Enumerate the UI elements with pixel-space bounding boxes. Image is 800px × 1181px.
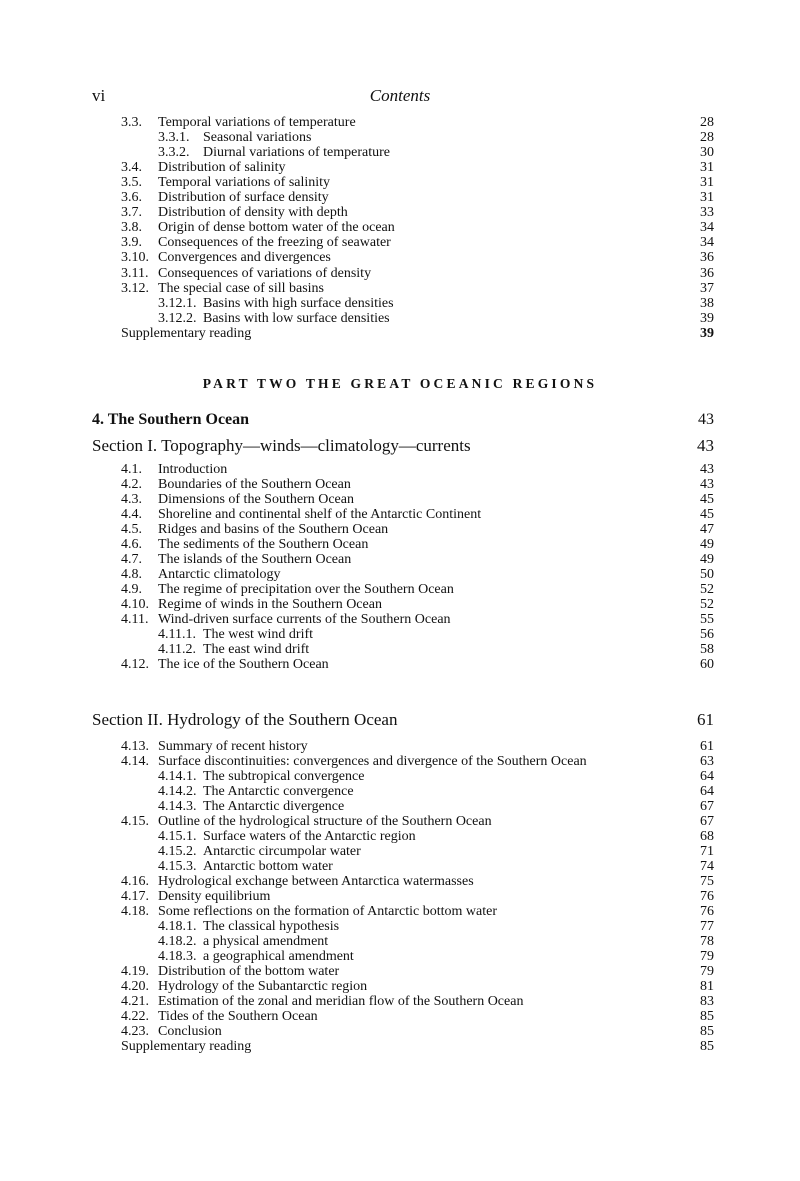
entry-number: 4.5. [121, 522, 142, 537]
entry-number: 4.22. [121, 1009, 149, 1024]
entry-number: 3.3.2. [158, 145, 190, 161]
toc-entry [0, 160, 800, 176]
section-title: Section I. Topography—winds—climatology—currents [92, 436, 471, 455]
entry-number: 4.18. [121, 904, 149, 919]
entry-page: 39 [700, 325, 714, 341]
toc-entry [0, 949, 800, 965]
entry-number: 4.23. [121, 1024, 149, 1039]
toc-entry [0, 522, 800, 538]
entry-number: 4.10. [121, 597, 149, 612]
entry-title: Distribution of surface density [158, 190, 329, 206]
entry-page: 52 [700, 582, 714, 597]
entry-number: 4.4. [121, 507, 142, 522]
toc-entry [0, 175, 800, 191]
entry-page: 83 [700, 994, 714, 1009]
toc-entry [0, 1009, 800, 1025]
entry-number: 3.3.1. [158, 130, 190, 146]
toc-entry [0, 934, 800, 950]
entry-title: Hydrology of the Subantarctic region [158, 979, 368, 994]
entry-number: 3.10. [121, 250, 149, 266]
entry-title: Distribution of density with depth [158, 205, 348, 221]
entry-number: 4.13. [121, 739, 149, 754]
entry-page: 56 [700, 627, 714, 642]
entry-title: The east wind drift [203, 642, 310, 657]
entry-number: 4.1. [121, 462, 142, 477]
entry-number: 4.20. [121, 979, 149, 994]
toc-entry [0, 739, 800, 755]
entry-title: Basins with low surface densities [203, 310, 390, 326]
entry-title: Estimation of the zonal and meridian flow of the Southern Ocean [158, 994, 524, 1009]
entry-title: Consequences of the freezing of seawater [158, 235, 391, 251]
chapter-page: 43 [698, 411, 714, 428]
toc-entry [0, 462, 800, 478]
entry-page: 64 [700, 769, 714, 784]
entry-title: Summary of recent history [158, 739, 308, 754]
entry-page: 85 [700, 1024, 714, 1039]
entry-page: 79 [700, 949, 714, 964]
entry-number: 4.16. [121, 874, 149, 889]
entry-page: 63 [700, 754, 714, 769]
entry-page: 45 [700, 492, 714, 507]
toc-entry [0, 220, 800, 236]
section-heading-1 [0, 435, 800, 457]
entry-number: 4.19. [121, 964, 149, 979]
entry-number: 4.11.2. [158, 642, 196, 657]
entry-page: 60 [700, 657, 714, 672]
entry-title: Hydrological exchange between Antarctica watermasses [158, 874, 474, 889]
entry-number: 4.17. [121, 889, 149, 904]
section-page: 43 [697, 436, 714, 455]
entry-number: 3.9. [121, 235, 142, 251]
toc-entry [0, 859, 800, 875]
section-title: Section II. Hydrology of the Southern Ocean [92, 710, 398, 729]
toc-entry [0, 582, 800, 598]
running-title: Contents [369, 86, 431, 105]
entry-title: Antarctic climatology [158, 567, 281, 582]
entry-page: 75 [700, 874, 714, 889]
entry-title: The subtropical convergence [203, 769, 365, 784]
section-page: 61 [697, 710, 714, 729]
toc-entry [0, 250, 800, 266]
toc-entry [0, 874, 800, 890]
entry-title: Distribution of the bottom water [158, 964, 340, 979]
entry-number: 3.12.2. [158, 310, 197, 326]
toc-entry [0, 190, 800, 206]
entry-page: 50 [700, 567, 714, 582]
entry-number: 4.14. [121, 754, 149, 769]
entry-title: Surface discontinuities: convergences and divergence of the Southern Ocean [158, 754, 587, 769]
entry-page: 31 [700, 190, 714, 206]
toc-entry [0, 784, 800, 800]
entry-number: 4.8. [121, 567, 142, 582]
entry-number: 3.8. [121, 220, 142, 236]
entry-number: 3.5. [121, 175, 142, 191]
entry-number: 4.18.2. [158, 934, 197, 949]
entry-page: 36 [700, 265, 714, 281]
entry-title: Seasonal variations [203, 130, 312, 146]
entry-page: 49 [700, 537, 714, 552]
toc-entry [0, 492, 800, 508]
toc-entry [0, 115, 800, 131]
toc-entry [0, 235, 800, 251]
toc-entry [0, 994, 800, 1010]
entry-page: 38 [700, 295, 714, 311]
entry-page: 31 [700, 175, 714, 191]
toc-entry [0, 657, 800, 673]
supplementary-reading-entry [0, 1039, 800, 1055]
entry-page: 31 [700, 160, 714, 176]
toc-entry [0, 597, 800, 613]
entry-number: 3.12. [121, 280, 149, 296]
entry-title: Tides of the Southern Ocean [158, 1009, 318, 1024]
toc-entry [0, 829, 800, 845]
entry-title: The Antarctic divergence [203, 799, 345, 814]
toc-entry [0, 507, 800, 523]
entry-title: Surface waters of the Antarctic region [203, 829, 416, 844]
entry-page: 61 [700, 739, 714, 754]
entry-title: Conclusion [158, 1024, 222, 1039]
entry-title: Antarctic bottom water [203, 859, 333, 874]
entry-title: The classical hypothesis [203, 919, 340, 934]
entry-page: 79 [700, 964, 714, 979]
toc-entry [0, 567, 800, 583]
entry-number: 4.15.3. [158, 859, 197, 874]
entry-title: Consequences of variations of density [158, 265, 372, 281]
entry-page: 52 [700, 597, 714, 612]
entry-page: 67 [700, 799, 714, 814]
entry-number: 3.3. [121, 115, 142, 130]
entry-number: 4.18.1. [158, 919, 197, 934]
entry-page: 76 [700, 904, 714, 919]
entry-number: 4.3. [121, 492, 142, 507]
part-heading: PART TWO THE GREAT OCEANIC REGIONS [202, 376, 598, 391]
entry-page: 76 [700, 889, 714, 904]
entry-number: 3.7. [121, 205, 142, 221]
entry-number: 4.6. [121, 537, 142, 552]
entry-title: Distribution of salinity [158, 160, 286, 176]
entry-title: The special case of sill basins [158, 280, 325, 296]
entry-number: 4.7. [121, 552, 142, 567]
entry-title: The sediments of the Southern Ocean [158, 537, 369, 552]
entry-number: 4.2. [121, 477, 142, 492]
entry-page: 71 [700, 844, 714, 859]
entry-number: 3.11. [121, 265, 149, 281]
toc-entry [0, 799, 800, 815]
entry-page: 39 [700, 310, 714, 326]
toc-entry [0, 844, 800, 860]
entry-title: The west wind drift [203, 627, 314, 642]
entry-title: The Antarctic convergence [203, 784, 354, 799]
chapter-title: 4. The Southern Ocean [92, 411, 250, 428]
entry-page: 74 [700, 859, 714, 874]
toc-entry [0, 979, 800, 995]
entry-number: 3.12.1. [158, 295, 197, 311]
entry-title: Density equilibrium [158, 889, 271, 904]
toc-entry [0, 205, 800, 221]
entry-number: 4.15.2. [158, 844, 197, 859]
entry-page: 81 [700, 979, 714, 994]
toc-entry [0, 919, 800, 935]
entry-page: 77 [700, 919, 714, 934]
toc-entry [0, 612, 800, 628]
entry-number: 4.12. [121, 657, 149, 672]
toc-entry [0, 964, 800, 980]
entry-page: 85 [700, 1009, 714, 1024]
page-numeral: vi [92, 86, 106, 105]
entry-number: 3.4. [121, 160, 142, 176]
entry-title: Wind-driven surface currents of the Southern Ocean [158, 612, 451, 627]
entry-page: 68 [700, 829, 714, 844]
entry-number: 4.9. [121, 582, 142, 597]
entry-title: Basins with high surface densities [203, 295, 394, 311]
entry-page: 67 [700, 814, 714, 829]
entry-title: Introduction [158, 462, 228, 477]
entry-title: Origin of dense bottom water of the ocean [158, 220, 395, 236]
entry-page: 43 [700, 462, 714, 477]
entry-title: Diurnal variations of temperature [203, 145, 390, 161]
entry-page: 78 [700, 934, 714, 949]
toc-entry [0, 627, 800, 643]
entry-number: 4.18.3. [158, 949, 197, 964]
entry-page: 30 [700, 145, 714, 161]
entry-number: 4.14.1. [158, 769, 197, 784]
entry-title: a physical amendment [203, 934, 329, 949]
entry-title: a geographical amendment [203, 949, 354, 964]
entry-number: 4.15. [121, 814, 149, 829]
toc-entry [0, 296, 800, 312]
entry-page: 36 [700, 250, 714, 266]
toc-entry [0, 904, 800, 920]
entry-number: 4.14.2. [158, 784, 197, 799]
entry-title: The regime of precipitation over the Southern Ocean [158, 582, 454, 597]
toc-entry [0, 266, 800, 282]
entry-number: 4.21. [121, 994, 149, 1009]
entry-title: Convergences and divergences [158, 250, 331, 266]
entry-page: 64 [700, 784, 714, 799]
entry-page: 28 [700, 115, 714, 130]
entry-page: 43 [700, 477, 714, 492]
entry-page: 49 [700, 552, 714, 567]
toc-entry [0, 281, 800, 297]
entry-title: Dimensions of the Southern Ocean [158, 492, 354, 507]
toc-entry [0, 642, 800, 658]
entry-title: Some reflections on the formation of Antarctic bottom water [158, 904, 498, 919]
entry-number: 3.6. [121, 190, 142, 206]
entry-title: The islands of the Southern Ocean [158, 552, 352, 567]
entry-page: 45 [700, 507, 714, 522]
entry-title: Ridges and basins of the Southern Ocean [158, 522, 389, 537]
entry-title: Boundaries of the Southern Ocean [158, 477, 351, 492]
entry-title: Temporal variations of salinity [158, 175, 331, 191]
toc-entry [0, 889, 800, 905]
entry-title: Supplementary reading [121, 1039, 252, 1054]
entry-page: 34 [700, 220, 714, 236]
entry-page: 37 [700, 280, 714, 296]
entry-title: Temporal variations of temperature [158, 115, 356, 130]
section-heading-2 [0, 709, 800, 731]
entry-number: 4.11. [121, 612, 149, 627]
entry-number: 4.11.1. [158, 627, 196, 642]
toc-entry [0, 477, 800, 493]
entry-title: Supplementary reading [121, 325, 252, 341]
toc-entry [0, 537, 800, 553]
chapter-heading [0, 410, 800, 430]
toc-entry [0, 552, 800, 568]
toc-entry [0, 1024, 800, 1040]
entry-title: Regime of winds in the Southern Ocean [158, 597, 382, 612]
supplementary-reading-entry [0, 326, 800, 342]
toc-entry [0, 311, 800, 327]
entry-title: Antarctic circumpolar water [203, 844, 361, 859]
entry-page: 34 [700, 235, 714, 251]
entry-page: 55 [700, 612, 714, 627]
entry-page: 58 [700, 642, 714, 657]
entry-number: 4.14.3. [158, 799, 197, 814]
entry-title: The ice of the Southern Ocean [158, 657, 329, 672]
toc-entry [0, 130, 800, 146]
entry-page: 85 [700, 1039, 714, 1054]
entry-page: 28 [700, 130, 714, 146]
entry-page: 33 [700, 205, 714, 221]
toc-entry [0, 754, 800, 770]
entry-page: 47 [700, 522, 714, 537]
entry-title: Outline of the hydrological structure of the Southern Ocean [158, 814, 492, 829]
entry-title: Shoreline and continental shelf of the Antarctic Continent [158, 507, 482, 522]
toc-entry [0, 814, 800, 830]
entry-number: 4.15.1. [158, 829, 197, 844]
toc-entry [0, 145, 800, 161]
toc-entry [0, 769, 800, 785]
